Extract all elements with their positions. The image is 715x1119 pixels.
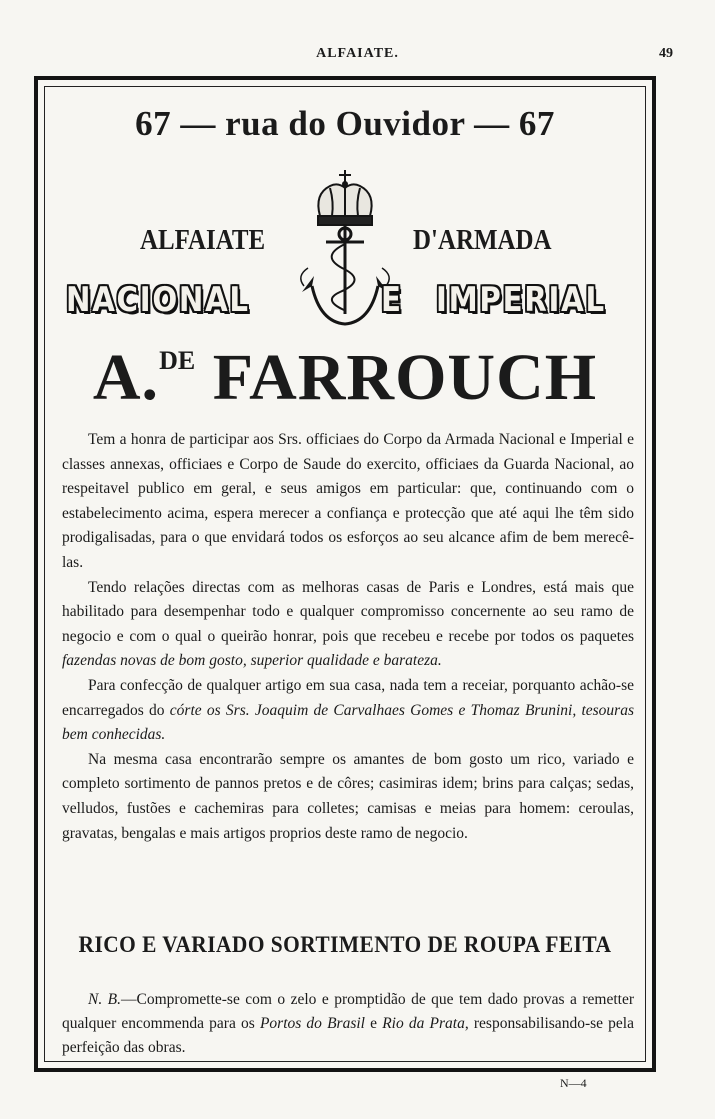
proprietor-surname: FARROUCH [212,341,598,414]
paragraph-3-italic: córte os Srs. Joaquim de Carvalhaes Gomes e Thomaz Brunini, tesouras bem conhecidas. [62,701,634,744]
nota-bene-paragraph [62,988,634,1060]
note-text-start: —Compromette-se com o zelo e promptidão de que tem dado provas a remetter qualquer encommenda para os [62,991,634,1032]
paragraph-2 [62,576,634,674]
running-title: ALFAIATE. [316,46,399,61]
advert-body [62,428,634,846]
address-heading: 67 — rua do Ouvidor — 67 [135,104,555,143]
proprietor-superscript: DE [159,346,196,375]
paragraph-4: Na mesma casa encontrarão sempre os amantes de bom gosto um rico, variado e completo sortimento de pannos pretos e de côres; casimiras idem; brins para calças; sedas, velludos, fustões e cachemiras para colletes; camisas e meias para homem: ceroulas, gravatas, bengalas e mais artigos proprios deste ramo de negocio. [62,750,634,842]
signature-mark: N—4 [560,1076,587,1090]
trade-title-left: ALFAIATE [140,224,266,256]
stock-banner: RICO E VARIADO SORTIMENTO DE ROUPA FEITA [78,932,612,957]
note-text-mid: e [364,1015,383,1032]
paragraph-2-text: Tendo relações directas com as melhoras casas de Paris e Londres, está mais que habilitado para desempenhar todo e qualquer compromisso concernente ao seu ramo de negocio e com o qual o queirão honrar, pois que recebeu e recebe por todos os paquetes [62,578,634,645]
page-number: 49 [659,46,673,61]
note-text-end: , responsabilisando-se pela perfeição das obras. [62,1015,634,1056]
proprietor-initial: A. [92,341,160,414]
ornate-word-nacional: NACIONAL [66,280,250,320]
nota-bene [62,988,634,1060]
trade-title-right: D'ARMADA [413,224,552,256]
note-italic-prata: Rio da Prata [382,1015,465,1032]
ornate-word-e: E [381,280,403,320]
paragraph-3 [62,674,634,748]
paragraph-1: Tem a honra de participar aos Srs. officiaes do Corpo da Armada Nacional e Imperial e classes annexas, officiaes e Corpo de Saude do exercito, officiaes da Guarda Nacional, ao respeitavel publico em geral, e seus amigos em particular: que, continuando com o estabelecimento acima, espera merecer a confiança e protecção que até aqui lhe têm sido prodigalisadas, para o que envidará todos os esforços ao seu alcance afim de bem merecê-las. [62,431,634,571]
paragraph-2-italic: fazendas novas de bom gosto, superior qualidade e barateza. [62,652,442,670]
paragraph-3-text: Para confecção de qualquer artigo em sua casa, nada tem a receiar, porquanto achão-se encarregados do [62,676,634,719]
note-italic-brasil: Portos do Brasil [259,1015,365,1032]
running-head [0,46,715,70]
ornate-word-imperial: IMPERIAL [436,280,606,320]
proprietor-name [44,340,646,416]
note-label: N. B. [88,991,122,1008]
